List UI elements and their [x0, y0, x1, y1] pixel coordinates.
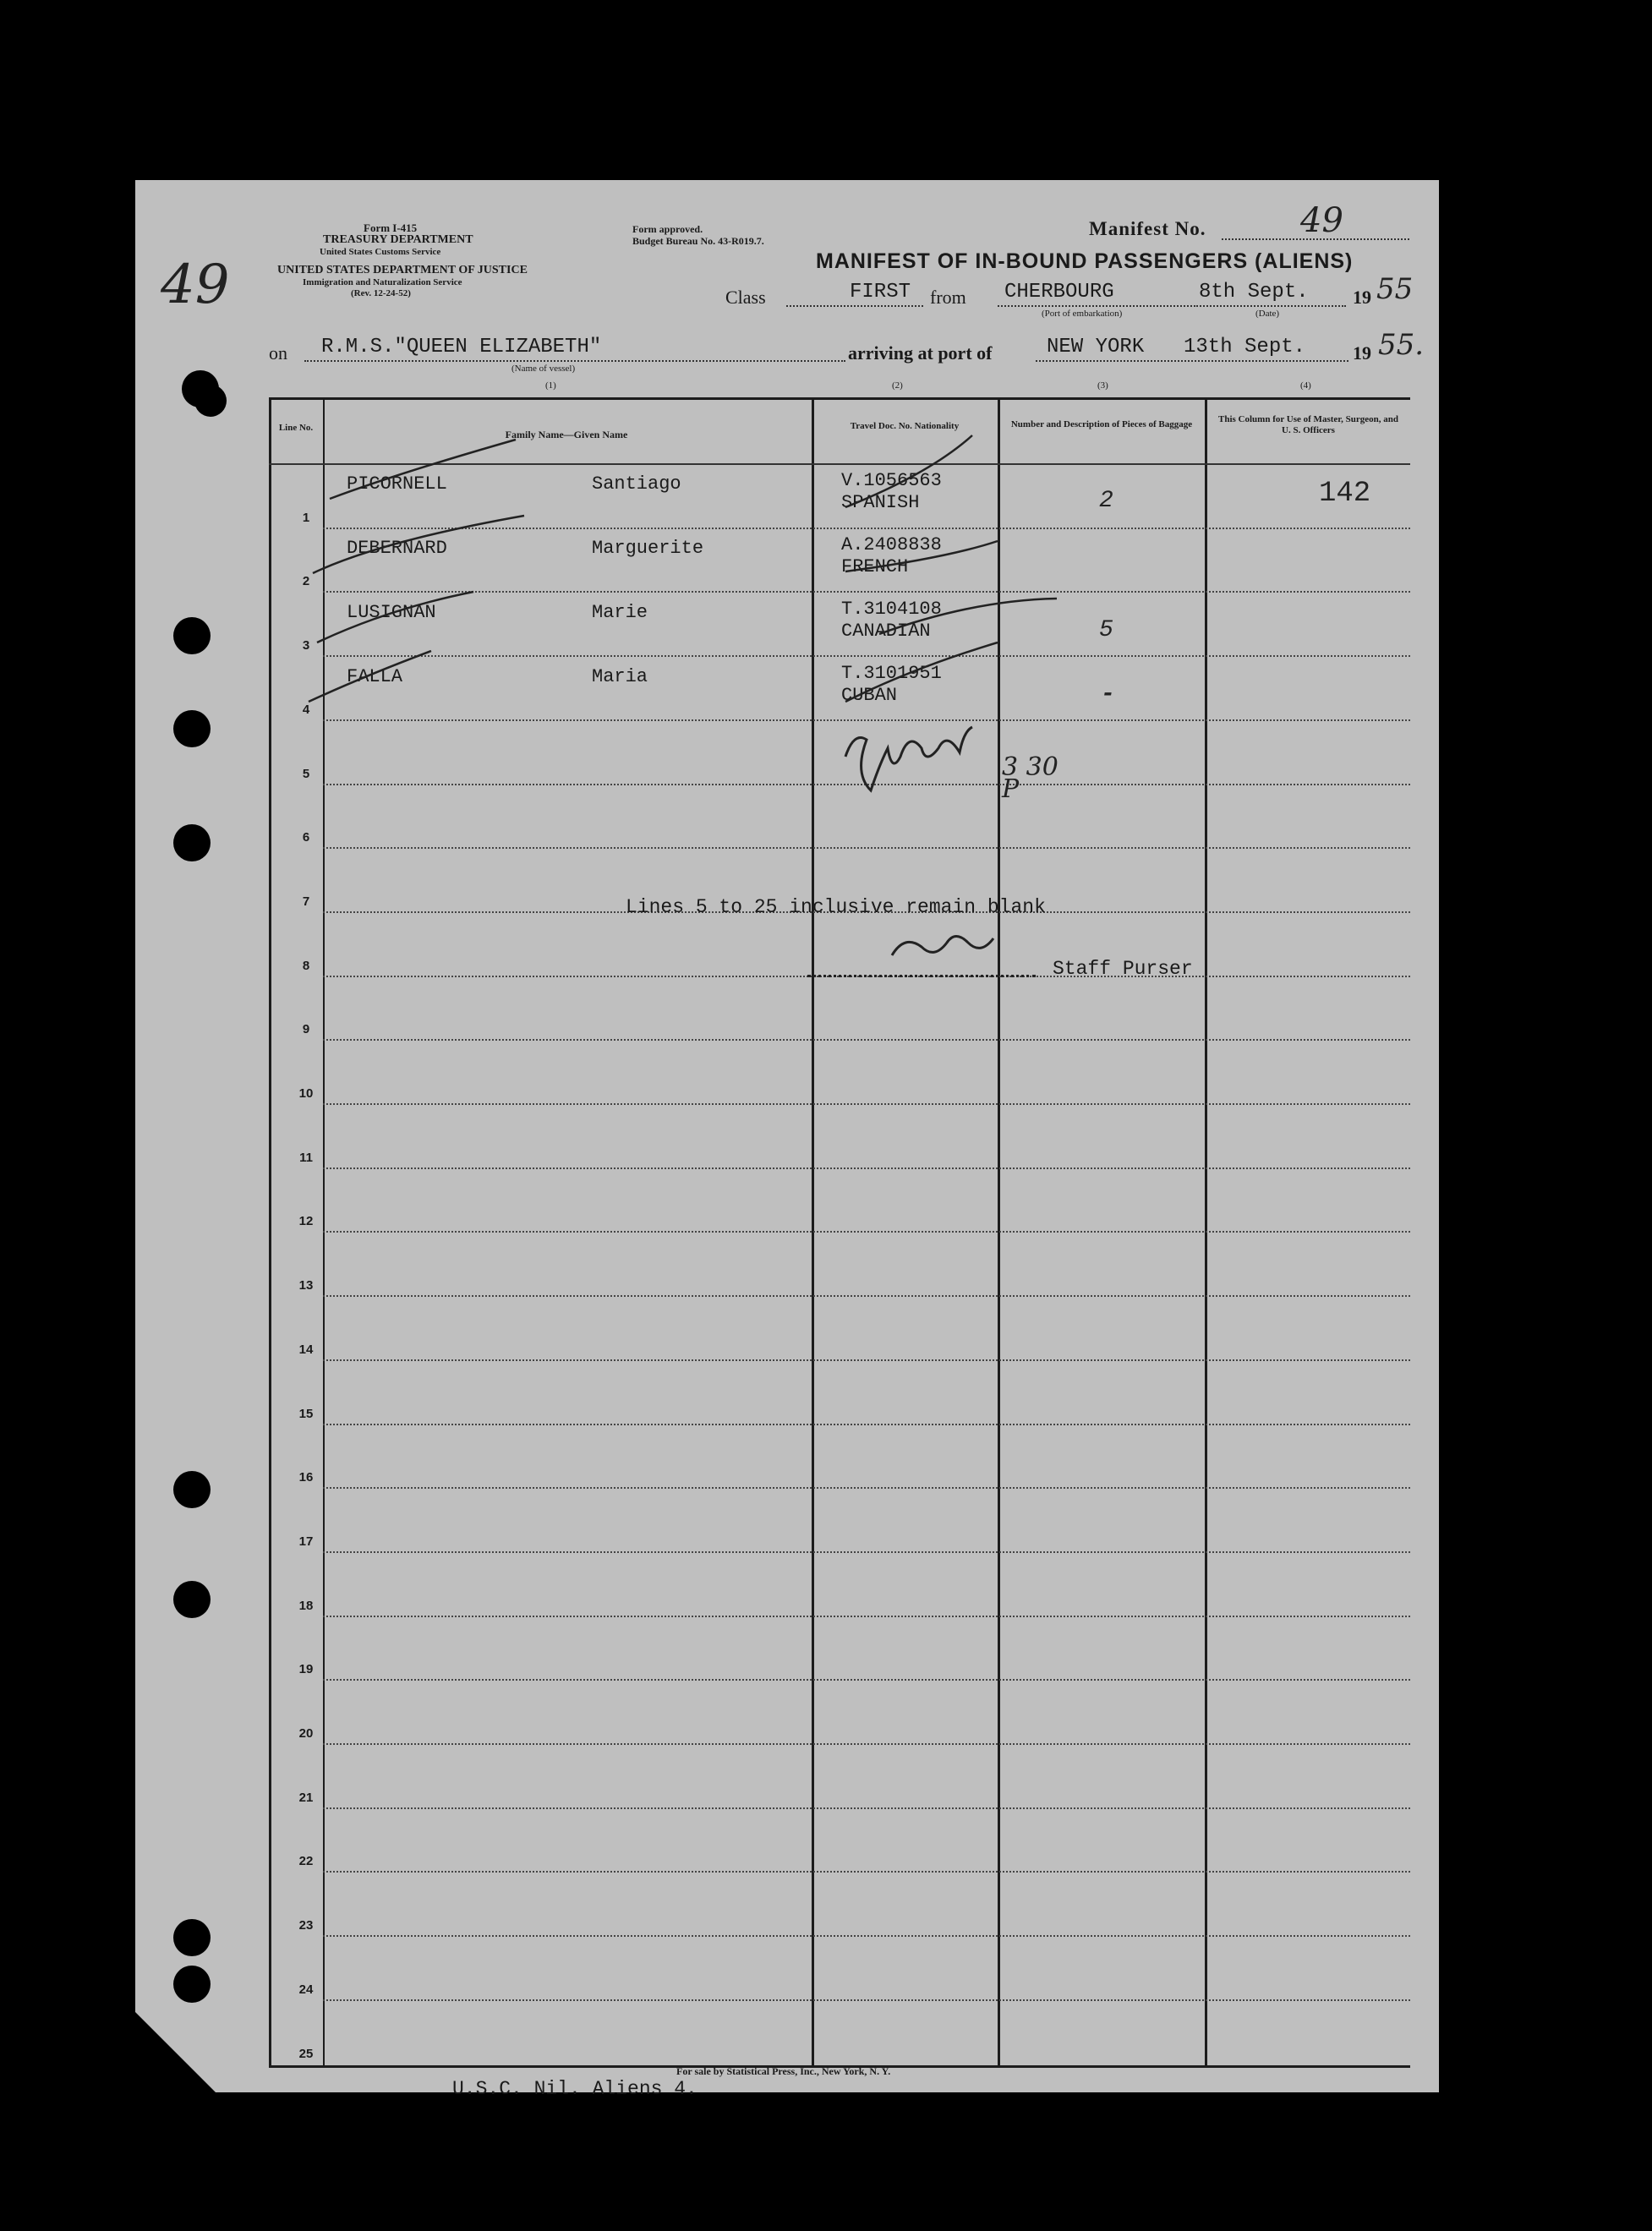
line-number: 21: [298, 1791, 314, 1805]
header-line-no: Line No.: [278, 423, 314, 433]
class-value: FIRST: [850, 281, 911, 303]
col-number-2: (2): [892, 380, 903, 391]
manifest-number: 49: [1300, 201, 1343, 240]
summary-note: U.S.C. Nil. Aliens 4.: [452, 2078, 697, 2100]
check-mark: [317, 592, 473, 643]
signature-scribble: [892, 937, 993, 956]
year-prefix-depart: 19: [1353, 287, 1371, 308]
arriving-label: arriving at port of: [848, 342, 993, 364]
nationality-4: CUBAN: [841, 685, 898, 706]
customs-service: United States Customs Service: [320, 247, 441, 257]
line-number: 16: [298, 1470, 314, 1485]
baggage-4: -: [1101, 681, 1115, 708]
ins-service: Immigration and Naturalization Service: [303, 277, 462, 287]
travel-doc-1: V.1056563: [841, 470, 942, 491]
page-title: MANIFEST OF IN-BOUND PASSENGERS (ALIENS): [816, 249, 1354, 273]
year-prefix-arrive: 19: [1353, 342, 1371, 364]
nationality-3: CANADIAN: [841, 621, 931, 642]
line-number: 14: [298, 1342, 314, 1357]
arrive-date: 13th Sept.: [1184, 336, 1306, 358]
header-baggage: Number and Description of Pieces of Baggage: [1010, 419, 1193, 429]
line-number: 10: [298, 1086, 314, 1101]
travel-doc-4: T.3101951: [841, 663, 942, 684]
nationality-2: FRENCH: [841, 556, 909, 577]
header-name: Family Name—Given Name: [505, 429, 628, 440]
justice-dept: UNITED STATES DEPARTMENT OF JUSTICE: [277, 264, 528, 276]
form-approved: Form approved.: [632, 223, 703, 235]
col-number-4: (4): [1300, 380, 1311, 391]
check-mark: [845, 643, 998, 702]
line-number: 13: [298, 1278, 314, 1293]
family-name-2: DEBERNARD: [347, 538, 447, 559]
line-number: 7: [302, 894, 310, 909]
line-number: 2: [302, 574, 310, 588]
year-depart: 55: [1376, 272, 1414, 306]
col-number-3: (3): [1097, 380, 1108, 391]
baggage-3: 5: [1099, 617, 1113, 643]
check-mark: [330, 440, 516, 499]
vessel-name: R.M.S."QUEEN ELIZABETH": [321, 336, 602, 358]
line-number: 19: [298, 1662, 314, 1676]
port-arrive: NEW YORK: [1047, 336, 1145, 358]
given-name-1: Santiago: [592, 473, 681, 495]
header-officers: This Column for Use of Master, Surgeon, and U. S. Officers: [1218, 414, 1398, 435]
family-name-3: LUSIGNAN: [347, 602, 436, 623]
purser-title: Staff Purser: [1053, 958, 1193, 980]
line-number: 5: [302, 767, 310, 781]
line-number: 3: [302, 638, 310, 653]
purser-signature-line: [807, 975, 1036, 977]
line-number: 4: [302, 703, 310, 717]
header-travel-doc: Travel Doc. No. Nationality: [850, 421, 960, 431]
line-number: 24: [298, 1982, 314, 1997]
line-number: 9: [302, 1022, 310, 1036]
margin-number: 49: [161, 254, 230, 316]
family-name-1: PICORNELL: [347, 473, 447, 495]
check-mark: [845, 541, 998, 571]
form-number: Form I-415: [364, 221, 418, 234]
baggage-1: 2: [1099, 488, 1113, 514]
nationality-1: SPANISH: [841, 492, 920, 513]
given-name-4: Maria: [592, 666, 648, 687]
line-number: 8: [302, 959, 310, 973]
line-number: 22: [298, 1854, 314, 1868]
given-name-3: Marie: [592, 602, 648, 623]
line-number: 6: [302, 830, 310, 845]
budget-bureau: Budget Bureau No. 43-R019.7.: [632, 235, 764, 247]
manifest-label: Manifest No.: [1089, 218, 1206, 239]
check-mark: [313, 516, 524, 573]
vessel-caption: (Name of vessel): [511, 364, 576, 374]
on-label: on: [269, 342, 287, 364]
date-caption: (Date): [1255, 309, 1280, 319]
printer-note: For sale by Statistical Press, Inc., New York, N. Y.: [676, 2065, 891, 2077]
line-number: 20: [298, 1726, 314, 1741]
line-number: 15: [298, 1407, 314, 1421]
line-number: 25: [298, 2047, 314, 2061]
line-number: 23: [298, 1918, 314, 1933]
line-number: 18: [298, 1599, 314, 1613]
blank-lines-note: Lines 5 to 25 inclusive remain blank: [626, 896, 1046, 918]
treasury-dept: TREASURY DEPARTMENT: [323, 233, 473, 246]
travel-doc-3: T.3104108: [841, 599, 942, 620]
handwritten-time: 3 30 P: [1002, 752, 1058, 804]
rev-date: (Rev. 12-24-52): [351, 288, 411, 298]
depart-date: 8th Sept.: [1199, 281, 1309, 303]
check-mark: [309, 651, 431, 702]
family-name-4: FALLA: [347, 666, 403, 687]
line-number: 17: [298, 1534, 314, 1549]
line-number: 12: [298, 1214, 314, 1228]
from-label: from: [930, 287, 966, 308]
class-label: Class: [725, 287, 766, 308]
signature-scribble: [845, 727, 972, 790]
line-number: 11: [299, 1151, 313, 1165]
col-number-1: (1): [545, 380, 556, 391]
port-embark-caption: (Port of embarkation): [1042, 309, 1123, 319]
given-name-2: Marguerite: [592, 538, 704, 559]
officer-note: 142: [1319, 478, 1371, 510]
line-number: 1: [302, 511, 310, 525]
check-mark: [845, 435, 972, 507]
year-arrive: 55.: [1378, 328, 1425, 362]
port-embark: CHERBOURG: [1004, 281, 1114, 303]
travel-doc-2: A.2408838: [841, 534, 942, 555]
check-mark: [879, 599, 1057, 634]
